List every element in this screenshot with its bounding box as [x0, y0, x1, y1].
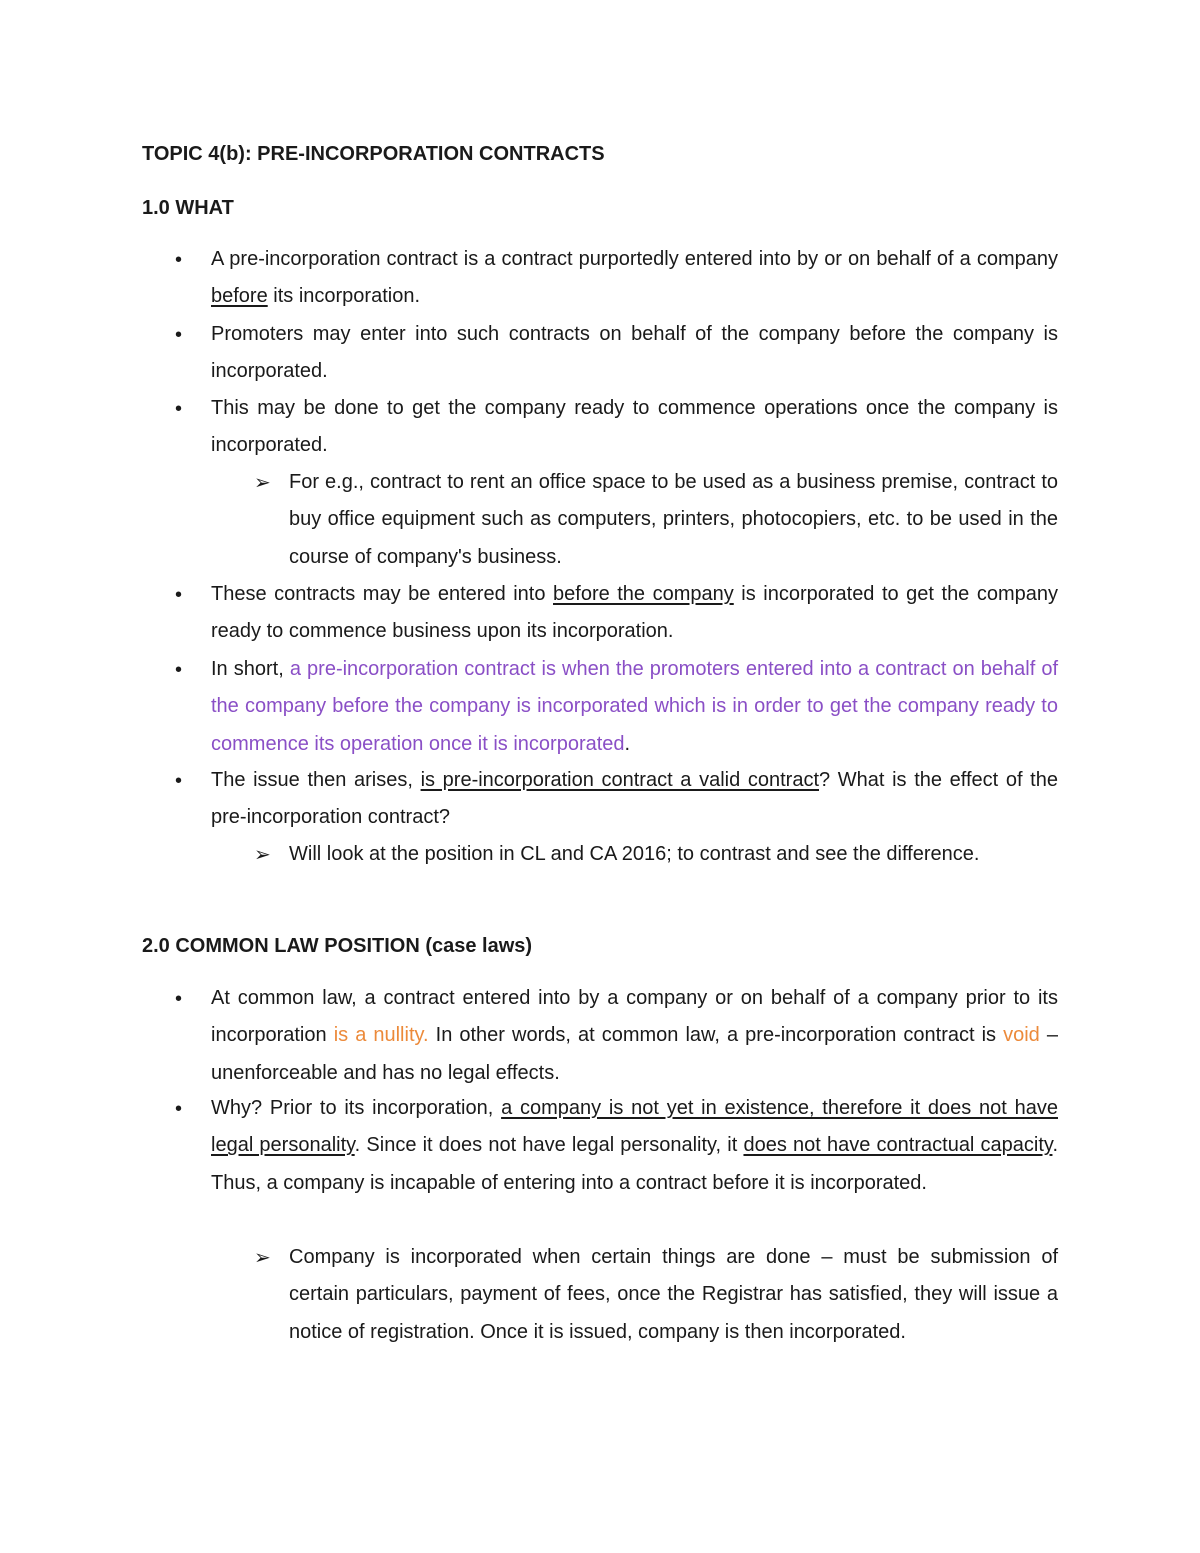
bullet-icon: •: [175, 324, 183, 346]
list-item: Why? Prior to its incorporation, a company is not yet in existence, therefore it does not have legal personality. Since it does not have legal personality, it does not have contractual capacity. Thus, a company is incapable of entering into a contract before it is incorporated.: [211, 1097, 1059, 1194]
bullet-icon: •: [175, 398, 183, 420]
sub-list-item: For e.g., contract to rent an office space to be used as a business premise, contract to buy office equipment such as computers, printers, photocopiers, etc. to be used in the course of company's business.: [289, 471, 1058, 568]
bullet-icon: •: [175, 584, 183, 606]
list-item: This may be done to get the company ready to commence operations once the company is incorporated.: [211, 397, 1058, 457]
bullet-icon: •: [175, 249, 183, 271]
bullet-icon: •: [175, 659, 183, 681]
list-item: These contracts may be entered into before the company is incorporated to get the company ready to commence business upon its incorporation.: [211, 583, 1058, 643]
sub-list-item: Will look at the position in CL and CA 2016; to contrast and see the difference.: [289, 843, 980, 865]
section-2-heading: 2.0 COMMON LAW POSITION (case laws): [142, 935, 533, 957]
list-item: In short, a pre-incorporation contract is when the promoters entered into a contract on behalf of the company before the company is incorporated which is in order to get the company ready to commence its operation once it is incorporated.: [211, 658, 1059, 755]
document-title: TOPIC 4(b): PRE-INCORPORATION CONTRACTS: [142, 143, 605, 165]
arrow-bullet-icon: ➢: [254, 844, 271, 866]
sub-list-item: Company is incorporated when certain things are done – must be submission of certain particulars, payment of fees, once the Registrar has satisfied, they will issue a notice of registration. Once it is issued, company is then incorporated.: [289, 1246, 1058, 1343]
bullet-icon: •: [175, 770, 183, 792]
arrow-bullet-icon: ➢: [254, 1247, 271, 1269]
bullet-icon: •: [175, 1098, 183, 1120]
list-item: The issue then arises, is pre-incorporation contract a valid contract? What is the effect of the pre-incorporation contract?: [211, 769, 1058, 829]
section-1-heading: 1.0 WHAT: [142, 197, 234, 219]
bullet-icon: •: [175, 988, 183, 1010]
list-item: Promoters may enter into such contracts on behalf of the company before the company is incorporated.: [211, 323, 1058, 383]
arrow-bullet-icon: ➢: [254, 472, 271, 494]
list-item: At common law, a contract entered into by a company or on behalf of a company prior to its incorporation is a nullity. In other words, at common law, a pre-incorporation contract is void – unenforceable and has no legal effects.: [211, 987, 1058, 1084]
highlighted-definition: a pre-incorporation contract is when the promoters entered into a contract on behalf of the company before the company is incorporated which is in order to get the company ready to commence its operation once it is incorporated: [211, 658, 1059, 755]
list-item: A pre-incorporation contract is a contract purportedly entered into by or on behalf of a company before its incorporation.: [211, 248, 1058, 308]
